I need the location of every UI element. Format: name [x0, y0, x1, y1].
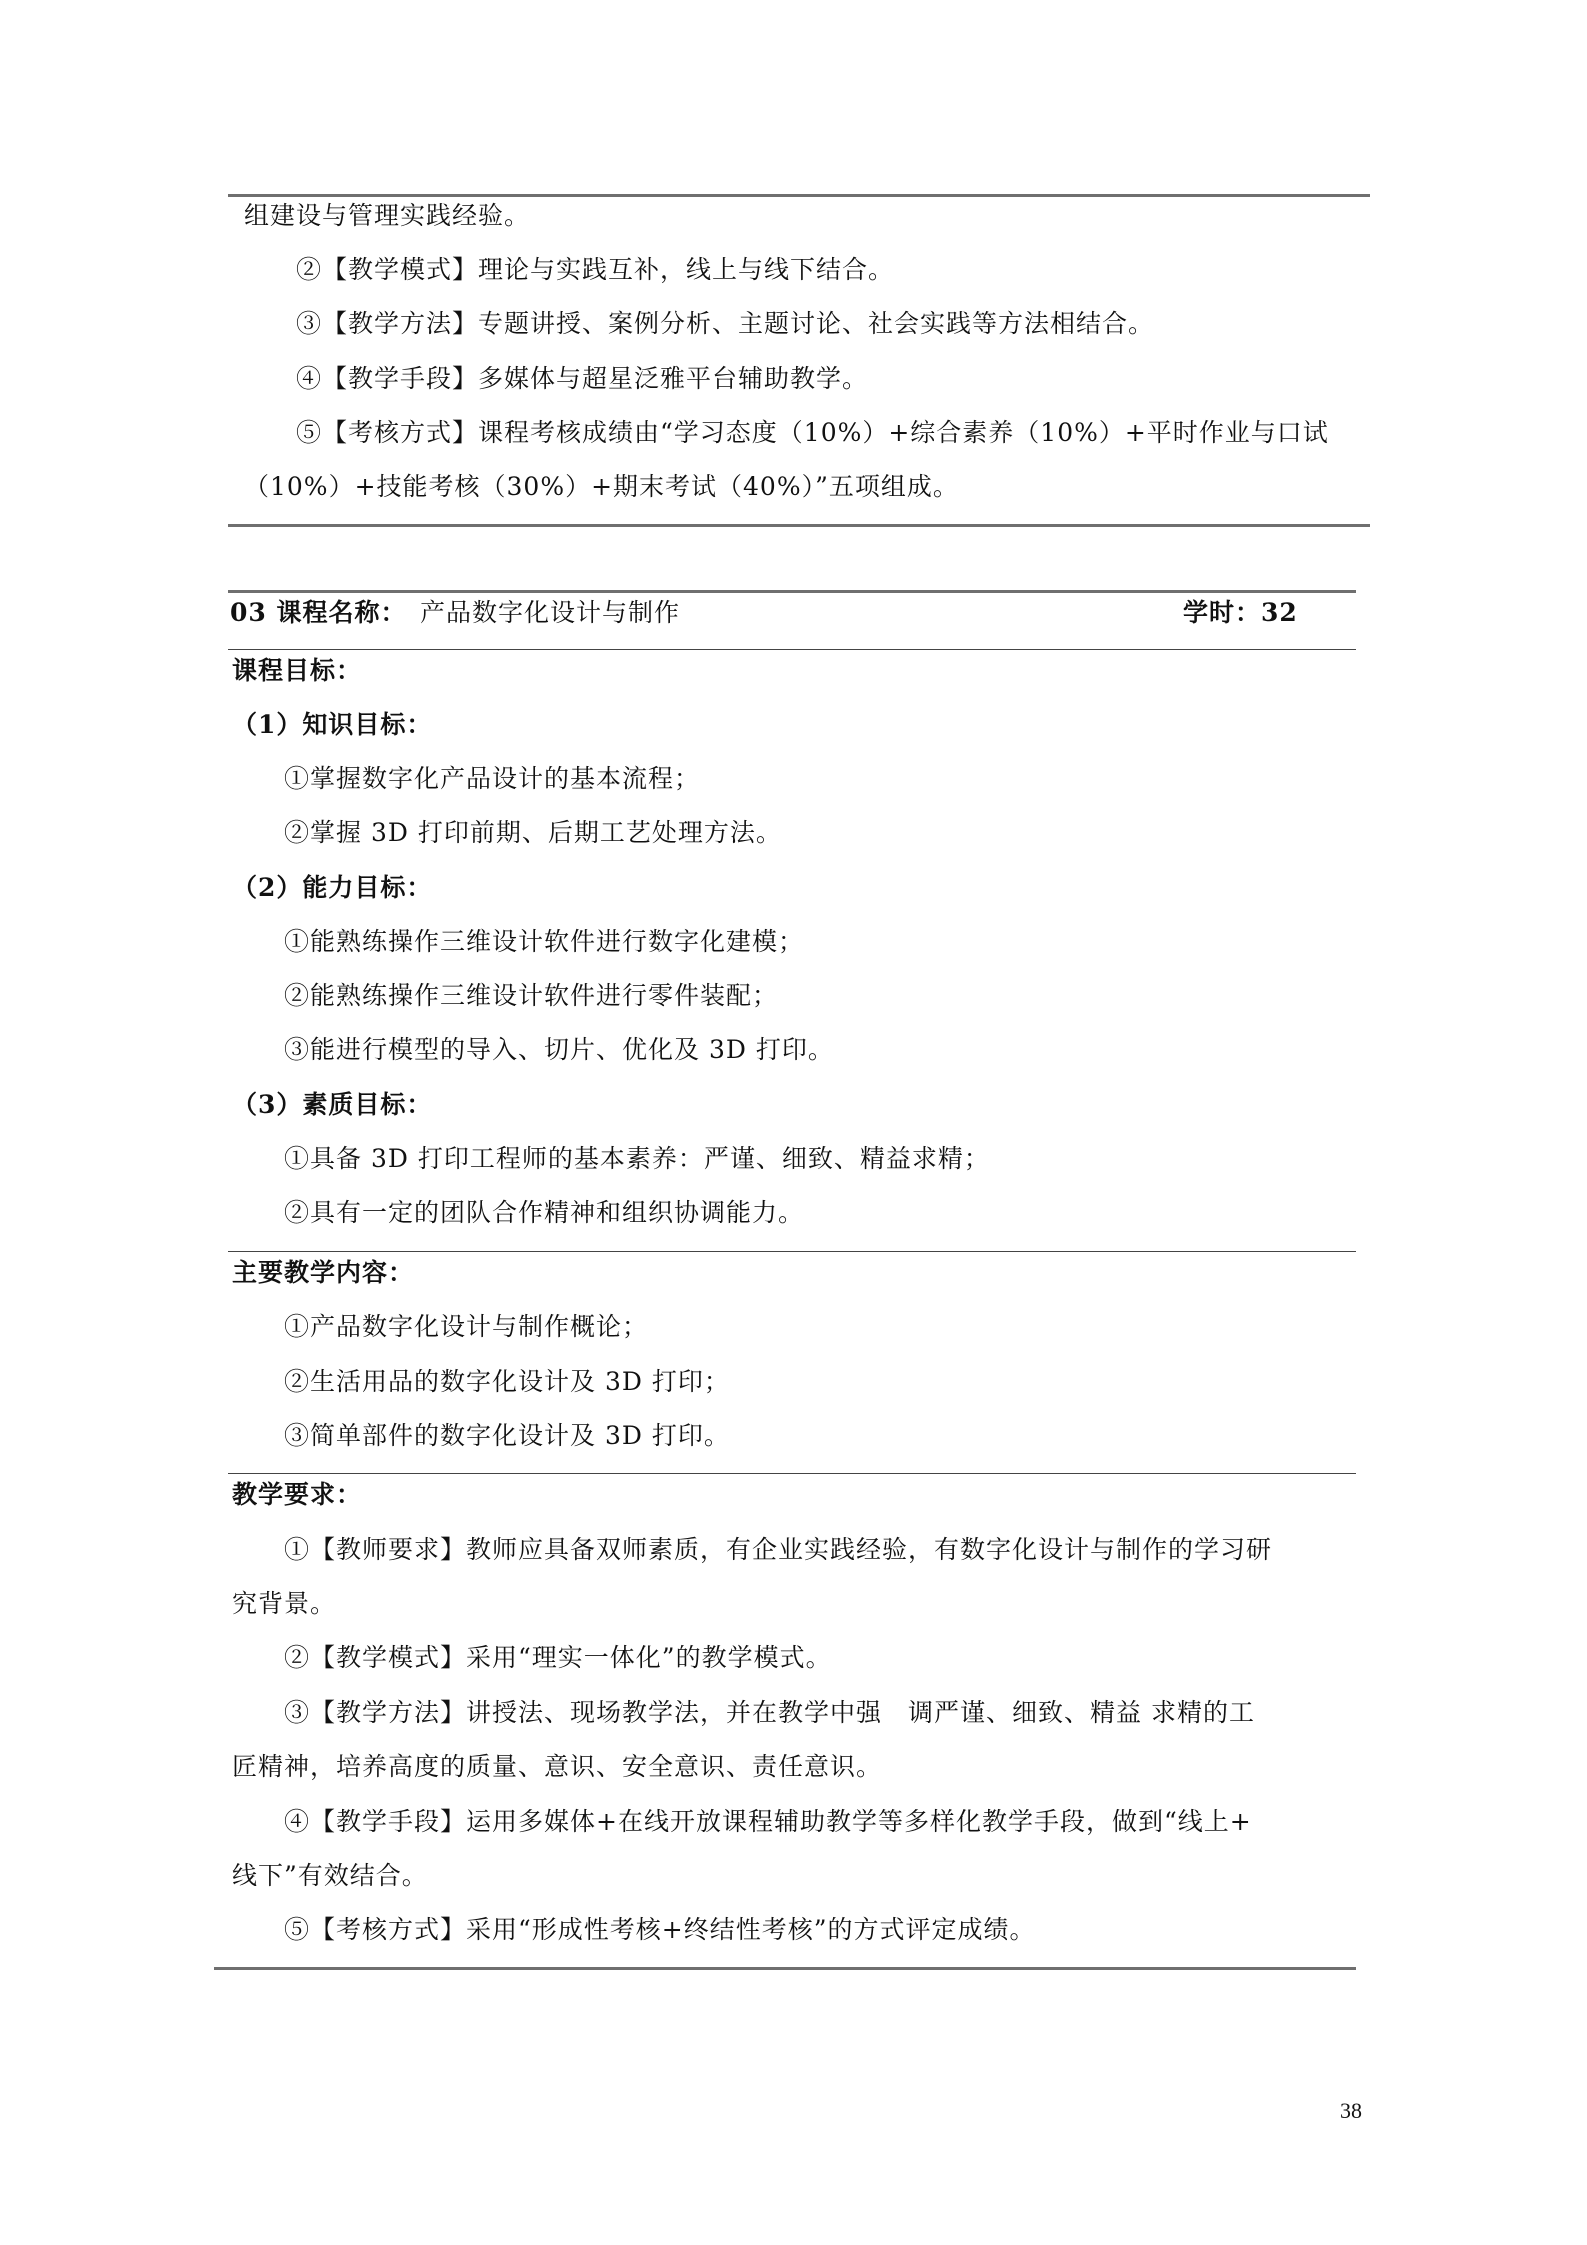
course-number-label: 03 课程名称：: [230, 598, 407, 627]
content-item-2: ②生活用品的数字化设计及 3D 打印；: [284, 1367, 730, 1396]
knowledge-objective-1: ①掌握数字化产品设计的基本流程；: [284, 764, 701, 793]
objectives-heading: 课程目标：: [232, 656, 363, 685]
course-name: 产品数字化设计与制作: [420, 598, 681, 627]
teaching-mode-requirement: ②【教学模式】采用“理实一体化”的教学模式。: [284, 1643, 832, 1672]
teacher-requirement-line1: ①【教师要求】教师应具备双师素质，有企业实践经验，有数字化设计与制作的学习研: [284, 1535, 1273, 1564]
course-bottom-rule: [214, 1967, 1356, 1970]
teaching-method-item: ③【教学方法】专题讲授、案例分析、主题讨论、社会实践等方法相结合。: [296, 309, 1155, 338]
content-item-1: ①产品数字化设计与制作概论；: [284, 1312, 649, 1341]
teaching-method-line1: ③【教学方法】讲授法、现场教学法，并在教学中强 调严谨、细致、精益 求精的工: [284, 1698, 1255, 1727]
content-heading: 主要教学内容：: [232, 1258, 415, 1287]
teaching-requirement-continuation: 组建设与管理实践经验。: [244, 201, 531, 230]
top-rule: [228, 194, 1370, 197]
ability-objective-1: ①能熟练操作三维设计软件进行数字化建模；: [284, 927, 805, 956]
ability-objective-3: ③能进行模型的导入、切片、优化及 3D 打印。: [284, 1035, 834, 1064]
teaching-means-line2: 线下”有效结合。: [232, 1861, 428, 1890]
teaching-method-line2: 匠精神，培养高度的质量、意识、安全意识、责任意识。: [232, 1752, 883, 1781]
teacher-requirement-line2: 究背景。: [232, 1589, 337, 1618]
teaching-means-line1: ④【教学手段】运用多媒体+在线开放课程辅助教学等多样化教学手段，做到“线上+: [284, 1807, 1252, 1836]
quality-objectives-heading: （3）素质目标：: [232, 1090, 433, 1119]
objectives-bottom-rule: [228, 1251, 1356, 1252]
course-hours: 学时：32: [1183, 598, 1298, 627]
knowledge-objective-2: ②掌握 3D 打印前期、后期工艺处理方法。: [284, 818, 782, 847]
knowledge-objectives-heading: （1）知识目标：: [232, 710, 433, 739]
ability-objectives-heading: （2）能力目标：: [232, 873, 433, 902]
ability-objective-2: ②能熟练操作三维设计软件进行零件装配；: [284, 981, 779, 1010]
teaching-mode-item: ②【教学模式】理论与实践互补，线上与线下结合。: [296, 255, 895, 284]
top-block-bottom-rule: [228, 524, 1370, 527]
assessment-requirement: ⑤【考核方式】采用“形成性考核+终结性考核”的方式评定成绩。: [284, 1915, 1036, 1944]
content-bottom-rule: [228, 1473, 1356, 1474]
teaching-means-item: ④【教学手段】多媒体与超星泛雅平台辅助教学。: [296, 364, 869, 393]
course-top-rule: [228, 590, 1356, 593]
requirements-heading: 教学要求：: [232, 1480, 363, 1509]
course-header-rule: [228, 649, 1356, 650]
assessment-item-line1: ⑤【考核方式】课程考核成绩由“学习态度（10%）+综合素养（10%）+平时作业与口试: [296, 418, 1329, 447]
page-number: 38: [1340, 2098, 1362, 2123]
assessment-item-line2: （10%）+技能考核（30%）+期末考试（40%）”五项组成。: [244, 472, 959, 501]
content-item-3: ③简单部件的数字化设计及 3D 打印。: [284, 1421, 730, 1450]
quality-objective-1: ①具备 3D 打印工程师的基本素养：严谨、细致、精益求精；: [284, 1144, 990, 1173]
quality-objective-2: ②具有一定的团队合作精神和组织协调能力。: [284, 1198, 805, 1227]
